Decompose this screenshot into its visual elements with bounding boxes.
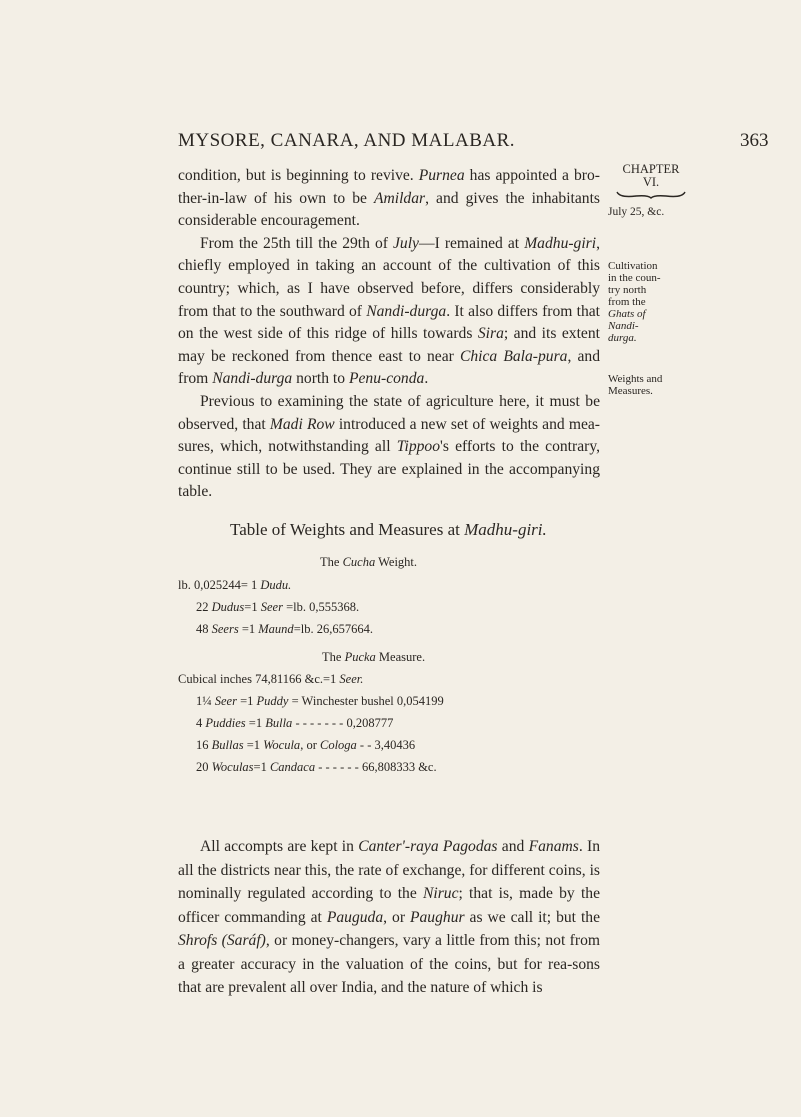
table-row: 48 Seers =1 Maund=lb. 26,657664.	[196, 622, 373, 636]
table-row: 22 Dudus=1 Seer =lb. 0,555368.	[196, 600, 360, 614]
chapter-label: CHAPTER	[622, 162, 680, 176]
table-row: 20 Woculas=1 Candaca - - - - - - 66,808333 &c.	[196, 760, 437, 774]
table-subheading-pucka: The Pucka Measure.	[322, 650, 426, 664]
paragraph-2: From the 25th till the 29th of July—I remained at Madhu-giri, chiefly employed in taking an account of the cultivation of this country; which, as I have observed before, differs considerably from that to the southward of Nandi-durga. It also differs from that on the west side of this ridge of hills towards Sira; and its extent may be reckoned from thence east to near Chica Bala-pura, and from Nandi-durga north to Penu-conda.	[178, 234, 600, 388]
chapter-number: VI.	[642, 175, 660, 189]
margin-line: Nandi-	[608, 320, 639, 332]
paragraph-3: Previous to examining the state of agriculture here, it must be observed, that Madi Row introduced a new set of weights and mea-sures, which, notwithstanding all Tippoo's efforts to the contrary, continue still to be used. They are explained in the accompanying table.	[178, 392, 600, 501]
margin-line: in the coun-	[608, 272, 661, 284]
margin-line: Cultivation	[608, 260, 658, 272]
table-subheading-cucha: The Cucha Weight.	[320, 555, 418, 569]
main-text	[178, 165, 600, 504]
margin-chapter	[608, 163, 694, 199]
margin-line: durga.	[608, 332, 637, 344]
margin-line: Measures.	[608, 385, 653, 397]
table-title: Table of Weights and Measures at Madhu-giri.	[230, 520, 547, 539]
margin-line: Ghats of	[608, 308, 646, 320]
closing-text	[178, 835, 600, 1000]
margin-line: try north	[608, 284, 647, 296]
margin-line: Weights and	[608, 373, 663, 385]
table-row: 16 Bullas =1 Wocula, or Cologa - - 3,40436	[196, 738, 416, 752]
table-row: 4 Puddies =1 Bulla - - - - - - - 0,208777	[196, 716, 394, 730]
margin-note-cultivation	[608, 260, 688, 344]
table-row: lb. 0,025244= 1 Dudu.	[178, 578, 292, 592]
page-number: 363	[740, 130, 769, 151]
paragraph-4: All accompts are kept in Canter'-raya Pagodas and Fanams. In all the districts near this, the rate of exchange, for different coins, is nominally regulated according to the Niruc; that is, made by the officer commanding at Pauguda, or Paughur as we call it; but the Shrofs (Saráf), or money-changers, vary a little from this; not from a greater accuracy in the valuation of the coins, but for rea-sons that are prevalent all over India, and the nature of which is	[178, 838, 601, 996]
margin-line: from the	[608, 296, 646, 308]
brace-ornament-icon	[616, 191, 686, 199]
table-row: Cubical inches 74,81166 &c.=1 Seer.	[178, 672, 364, 686]
margin-note-weights	[608, 373, 688, 397]
paragraph-1: condition, but is beginning to revive. Purnea has appointed a bro-ther-in-law of his own to be Amildar, and gives the inhabitants considerable encouragement.	[178, 167, 600, 230]
running-title: MYSORE, CANARA, AND MALABAR.	[178, 130, 516, 151]
margin-date: July 25, &c.	[608, 206, 665, 218]
table-row: 1¼ Seer =1 Puddy = Winchester bushel 0,054199	[196, 694, 444, 708]
